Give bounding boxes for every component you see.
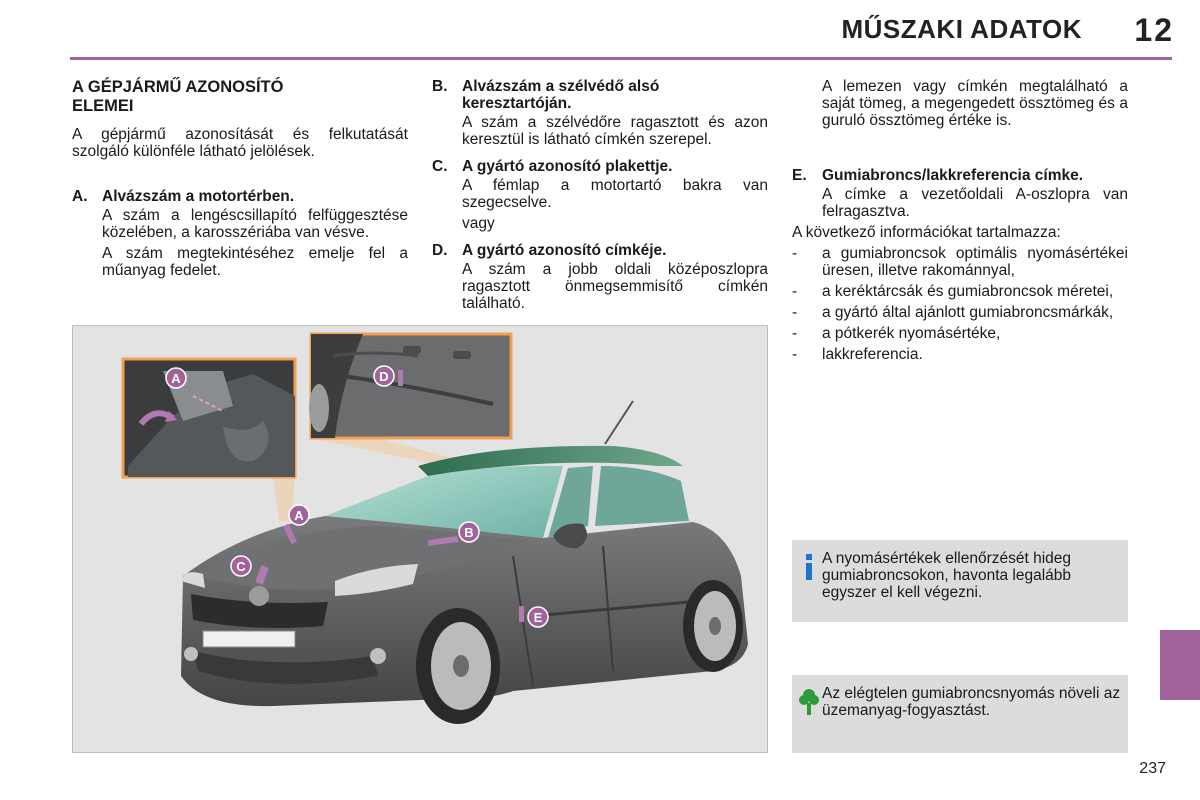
item-b-text-1: A szám a szélvédőre ragasztott és azon keresztül is látható címkén szerepel.	[462, 114, 768, 148]
marker-e	[528, 607, 548, 627]
item-d-continued-text: A lemezen vagy címkén megtalálható a saját tömeg, a megengedett össztömeg és a guruló össztömeg értéke is.	[822, 78, 1128, 129]
item-c-letter: C.	[432, 158, 448, 175]
item-a-text-2: A szám megtekintéséhez emelje fel a műanyag fedelet.	[102, 245, 408, 279]
item-a-heading-text: Alvázszám a motortérben.	[102, 188, 295, 205]
section-title-line1: A GÉPJÁRMŰ AZONOSÍTÓ	[72, 78, 284, 96]
section-title-line2: ELEMEI	[72, 97, 134, 115]
marker-b	[459, 522, 479, 542]
section-title	[72, 78, 408, 116]
item-a-heading	[72, 188, 408, 205]
item-c	[432, 158, 768, 232]
item-d-heading	[432, 242, 768, 259]
info-list	[792, 245, 1128, 363]
item-c-heading	[432, 158, 768, 175]
item-d-heading-text: A gyártó azonosító címkéje.	[462, 242, 667, 259]
item-e-heading-text: Gumiabroncs/lakkreferencia címke.	[822, 167, 1084, 184]
item-b-heading	[432, 78, 768, 112]
header-rule	[70, 57, 1172, 60]
item-d-continued	[792, 78, 1128, 129]
item-e-text-1: A címke a vezetőoldali A-oszlopra van felragasztva.	[822, 186, 1128, 220]
fog-light-left	[184, 647, 198, 661]
front-wheel	[416, 608, 500, 724]
svg-text:E: E	[533, 610, 543, 625]
item-d-letter: D.	[432, 242, 448, 259]
item-c-text-1: A fémlap a motortartó bakra van szegecselve.	[462, 177, 768, 211]
info-note	[792, 540, 1128, 622]
intro-text: A gépjármű azonosítását és felkutatását szolgáló különféle látható jelölések.	[72, 126, 408, 160]
tree-icon	[798, 687, 820, 717]
sticker-d-inset	[398, 370, 403, 386]
page-number: 237	[1139, 760, 1166, 777]
eco-note	[792, 675, 1128, 753]
item-a-text-1: A szám a lengéscsillapító felfüggesztése közelében, a karosszériába van vésve.	[102, 207, 408, 241]
inset-door-pillar	[309, 334, 511, 438]
list-item: - a keréktárcsák és gumiabroncsok méretei,	[792, 283, 1128, 300]
svg-text:A: A	[294, 508, 304, 523]
marker-c	[231, 556, 251, 576]
car-illustration: A D A B C E D	[73, 326, 769, 754]
column-3	[792, 78, 1128, 367]
svg-text:B: B	[464, 525, 474, 540]
item-a-letter: A.	[72, 188, 88, 205]
marker-d-inset	[374, 366, 394, 386]
list-intro: A következő információkat tartalmazza:	[792, 224, 1061, 241]
marker-a-inset	[166, 368, 186, 388]
rear-wheel	[683, 580, 743, 672]
list-item: - a gumiabroncsok optimális nyomásértékei üresen, illetve rakománnyal,	[792, 245, 1128, 279]
eco-note-text: Az elégtelen gumiabroncsnyomás növeli az üzemanyag-fogyasztást.	[822, 685, 1121, 719]
item-e-letter: E.	[792, 167, 807, 184]
column-2	[432, 78, 768, 316]
inset-engine-bay	[123, 359, 295, 477]
info-note-text: A nyomásértékek ellenőrzését hideg gumiabroncsokon, havonta legalább egyszer el kell végezni.	[822, 550, 1072, 601]
list-item: - a gyártó által ajánlott gumiabroncsmárkák,	[792, 304, 1128, 321]
item-d-text-1: A szám a jobb oldali középoszlopra ragasztott önmegsemmisítő címkén található.	[462, 261, 768, 312]
side-window-rear	[595, 466, 689, 526]
car-identification-figure	[72, 313, 768, 753]
column-1	[72, 78, 408, 283]
item-a	[72, 188, 408, 279]
svg-text:C: C	[236, 559, 246, 574]
info-icon	[798, 552, 820, 582]
item-c-heading-text: A gyártó azonosító plakettje.	[462, 158, 673, 175]
marker-a	[289, 505, 309, 525]
fog-light-right	[370, 648, 386, 664]
item-e	[792, 167, 1128, 220]
item-e-heading	[792, 167, 1128, 184]
brand-emblem	[249, 586, 269, 606]
item-d	[432, 242, 768, 312]
sticker-e	[519, 606, 524, 622]
item-b-heading-text: Alvázszám a szélvédő alsó keresztartóján.	[462, 78, 660, 112]
chapter-number: 12	[1134, 12, 1174, 48]
item-c-text-2: vagy	[462, 215, 495, 232]
license-plate	[203, 631, 295, 647]
item-b	[432, 78, 768, 148]
chapter-title: MŰSZAKI ADATOK	[841, 14, 1082, 44]
list-item: - a pótkerék nyomásértéke,	[792, 325, 1128, 342]
chapter-tab	[1160, 630, 1200, 700]
item-b-letter: B.	[432, 78, 448, 95]
svg-text:D: D	[379, 369, 389, 384]
svg-text:A: A	[171, 371, 181, 386]
list-item: - lakkreferencia.	[792, 346, 1128, 363]
